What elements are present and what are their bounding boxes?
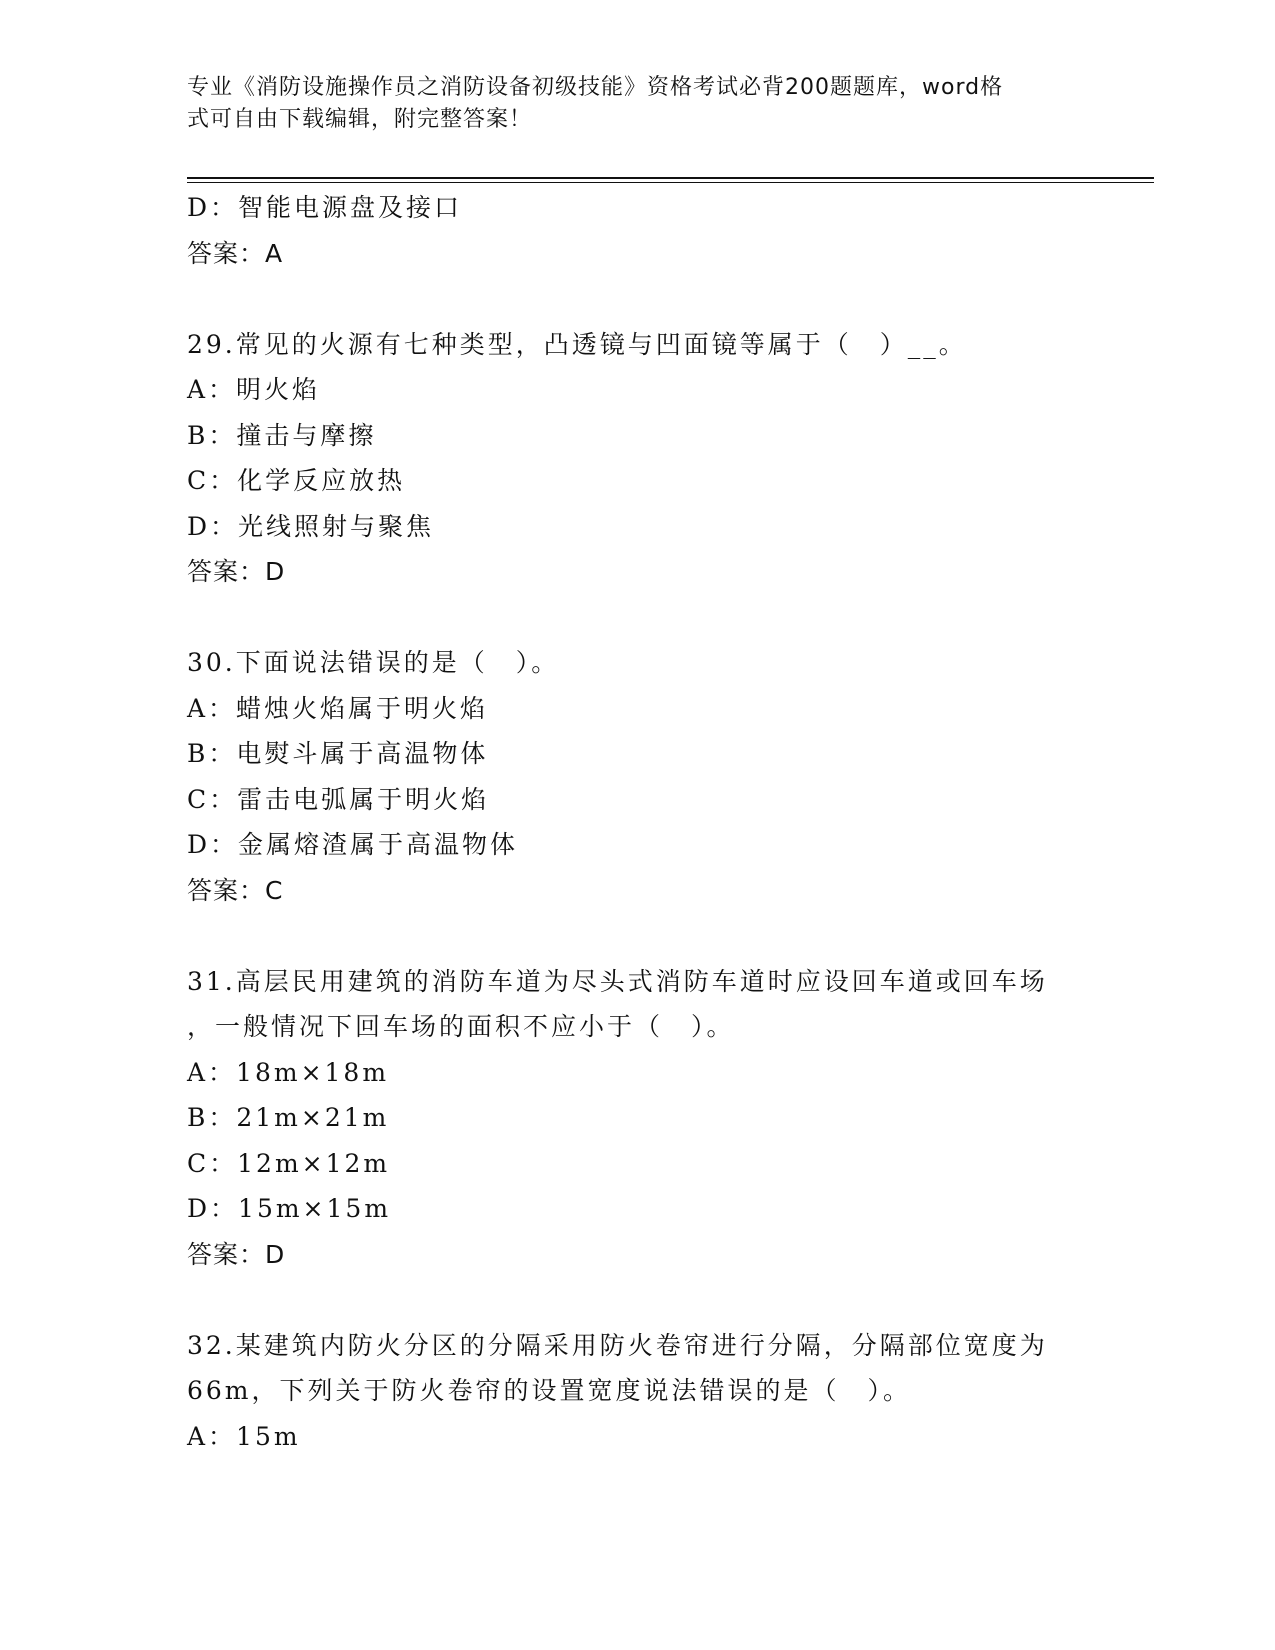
question-30-stem: 30.下面说法错误的是（ ）。: [187, 648, 560, 677]
question-30-option-b: B：电熨斗属于高温物体: [187, 739, 489, 768]
question-30-option-a: A：蜡烛火焰属于明火焰: [187, 693, 489, 723]
spacer: [187, 595, 1087, 641]
question-31-answer: 答案：D: [187, 1239, 286, 1269]
question-list: [187, 185, 1087, 1459]
spacer: [187, 913, 1087, 959]
question-31-option-b: B：21m×21m: [187, 1103, 390, 1132]
prev-question-option-d: D：智能电源盘及接口: [187, 193, 463, 222]
prev-question-answer: 答案：A: [187, 238, 284, 268]
question-32-option-a: A：15m: [187, 1421, 301, 1451]
spacer: [187, 1277, 1087, 1323]
question-31-stem-line-2: ，一般情况下回车场的面积不应小于（ ）。: [187, 1012, 735, 1041]
question-31-option-d: D：15m×15m: [187, 1194, 392, 1223]
question-29-option-d: D：光线照射与聚焦: [187, 511, 435, 541]
header-title-line-2: 式可自由下载编辑，附完整答案！: [187, 107, 533, 132]
document-header: [187, 72, 1087, 136]
question-29-option-a: A：明火焰: [187, 375, 321, 404]
question-29-answer: 答案：D: [187, 557, 286, 586]
question-30-answer: 答案：C: [187, 875, 284, 905]
question-29-option-c: C：化学反应放热: [187, 466, 406, 495]
question-31-option-a: A：18m×18m: [187, 1057, 390, 1087]
question-29-stem: 29.常见的火源有七种类型，凸透镜与凹面镜等属于（ ）__。: [187, 329, 967, 359]
spacer: [187, 276, 1087, 322]
question-30-option-d: D：金属熔渣属于高温物体: [187, 830, 519, 859]
question-31-option-c: C：12m×12m: [187, 1148, 391, 1178]
question-30-option-c: C：雷击电弧属于明火焰: [187, 784, 490, 814]
header-divider-thin: [187, 182, 1154, 183]
header-divider-thick: [187, 177, 1154, 179]
question-29-option-b: B：撞击与摩擦: [187, 420, 377, 450]
header-title-line-1: 专业《消防设施操作员之消防设备初级技能》资格考试必背200题题库，word格: [187, 75, 1004, 100]
question-32-stem-line-2: 66m，下列关于防火卷帘的设置宽度说法错误的是（ ）。: [187, 1376, 912, 1405]
question-31-stem-line-1: 31.高层民用建筑的消防车道为尽头式消防车道时应设回车道或回车场: [187, 966, 1048, 996]
question-32-stem-line-1: 32.某建筑内防火分区的分隔采用防火卷帘进行分隔，分隔部位宽度为: [187, 1330, 1048, 1360]
